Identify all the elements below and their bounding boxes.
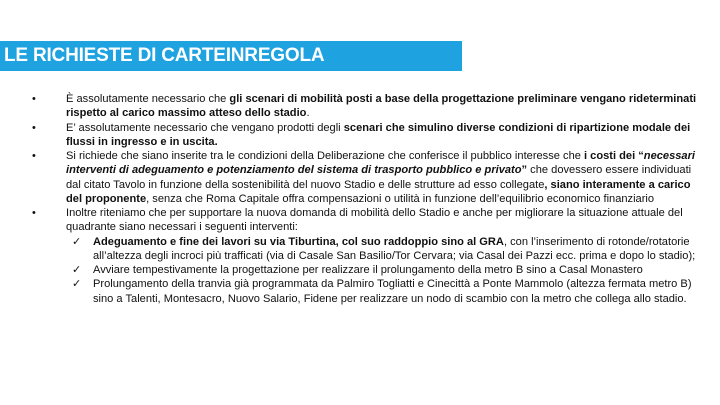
- bullet-item: [50, 149, 706, 206]
- bullet-bold-text: scenari che simulino diverse condizioni di ripartizione modale dei flussi in ingresso e in uscita.: [66, 121, 691, 148]
- checkmark-icon: ✓: [72, 264, 82, 276]
- checkmark-icon: ✓: [72, 235, 82, 248]
- bullet-item: [50, 206, 706, 306]
- bullet-item: [50, 121, 706, 150]
- sub-bullet-item: [72, 235, 706, 264]
- bullet-bold-text: ”: [521, 164, 528, 177]
- bullet-text: Si richiede che siano inserite tra le condizioni della Deliberazione che conferisce il pubblico interesse che: [66, 150, 584, 162]
- sub-bullet-text: Avviare tempestivamente la progettazione per realizzare il prolungamento della metro B sino a Casal Monastero: [93, 264, 643, 276]
- bullet-text: Inoltre riteniamo che per supportare la nuova domanda di mobilità dello Stadio e anche per migliorare la situazione attuale del quadrante siano necessari i seguenti interventi:: [66, 207, 683, 234]
- sub-bullet-bold-text: Adeguamento e fine dei lavori su via Tiburtina, col suo raddoppio sino al GRA: [93, 235, 504, 248]
- bullet-text: che dovessero essere individuati dal citato Tavolo in funzione della sostenibilità del nuovo Stadio e delle strutture ad esso collegate: [66, 164, 692, 191]
- sub-bullet-item: [72, 263, 706, 277]
- checkmark-icon: ✓: [72, 278, 82, 291]
- bullet-bold-italic-text: necessari interventi di adeguamento e potenziamento del sistema di trasporto pubblico e privato: [66, 150, 695, 177]
- sub-bullet-list: [72, 235, 706, 306]
- sub-bullet-text: Prolungamento della tranvia già programmata da Palmiro Togliatti e Cinecittà a Ponte Mammolo (altezza fermata metro B) sino a Talenti, Montesacro, Nuovo Salario, Fidene per realizzare un nodo di scambio con la metro che collega allo stadio.: [93, 278, 692, 305]
- bullet-item: [50, 92, 706, 121]
- slide-title: LE RICHIESTE DI CARTEINREGOLA: [0, 41, 462, 71]
- sub-bullet-item: [72, 277, 706, 306]
- bullet-text: , senza che Roma Capitale offra compensazioni o utilità in funzione dell’equilibrio economico finanziario: [146, 192, 655, 205]
- bullet-list: [50, 92, 706, 306]
- bullet-bold-text: i costi dei “: [584, 150, 644, 162]
- bullet-text: È assolutamente necessario che: [66, 93, 230, 105]
- sub-bullet-text: , con l’inserimento di rotonde/rotatorie all’altezza degli incroci più trafficati (via di Casale San Basilio/Tor Cervara; via Casal dei Pazzi ecc. prima e dopo lo stadio);: [93, 235, 696, 262]
- bullet-bold-text: gli scenari di mobilità posti a base della progettazione preliminare vengano rideterminati rispetto al carico massimo atteso dello stadio: [66, 93, 697, 120]
- bullet-text: .: [306, 107, 310, 120]
- bullet-bold-text: , siano interamente a carico del proponente: [66, 178, 691, 205]
- bullet-text: E’ assolutamente necessario che vengano prodotti degli: [66, 121, 344, 134]
